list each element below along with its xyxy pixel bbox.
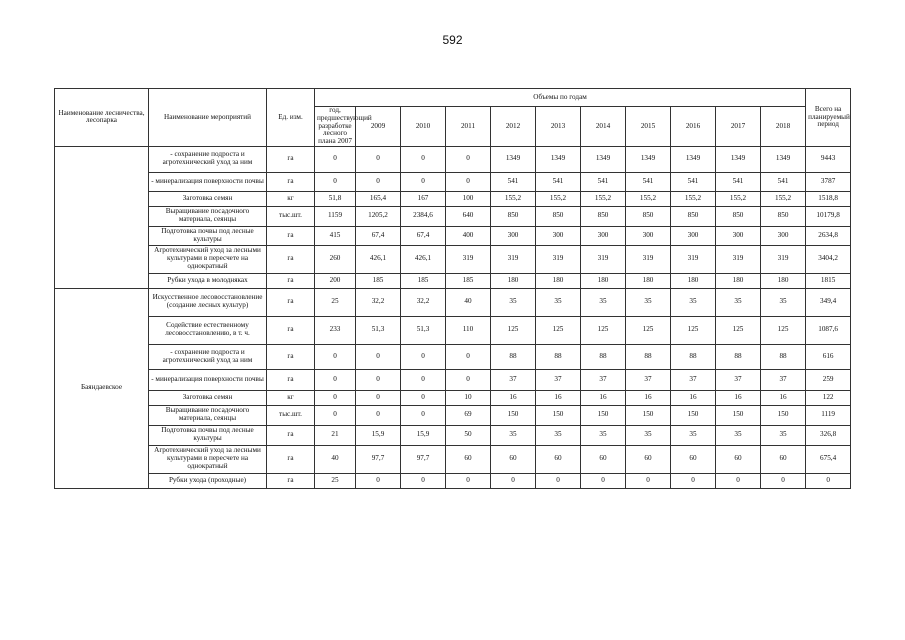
header-year: 2018 bbox=[761, 107, 806, 147]
year-value-cell: 0 bbox=[401, 369, 446, 390]
year-value-cell: 0 bbox=[401, 405, 446, 425]
total-cell: 1119 bbox=[806, 405, 851, 425]
prev-year-cell: 0 bbox=[315, 146, 356, 172]
year-value-cell: 150 bbox=[626, 405, 671, 425]
activity-cell: Заготовка семян bbox=[149, 191, 267, 206]
unit-cell: тыс.шт. bbox=[267, 405, 315, 425]
year-value-cell: 300 bbox=[536, 226, 581, 245]
page-number: 592 bbox=[442, 33, 463, 47]
year-value-cell: 125 bbox=[581, 316, 626, 344]
year-value-cell: 541 bbox=[581, 172, 626, 191]
total-cell: 616 bbox=[806, 344, 851, 369]
forest-activities-table bbox=[54, 88, 851, 489]
year-value-cell: 125 bbox=[761, 316, 806, 344]
year-value-cell: 0 bbox=[761, 473, 806, 488]
year-value-cell: 1349 bbox=[626, 146, 671, 172]
header-year: 2009 bbox=[356, 107, 401, 147]
year-value-cell: 88 bbox=[761, 344, 806, 369]
year-value-cell: 0 bbox=[356, 146, 401, 172]
activity-cell: Агротехнический уход за лесными культурами в пересчете на однократный bbox=[149, 445, 267, 473]
year-value-cell: 37 bbox=[536, 369, 581, 390]
prev-year-cell: 21 bbox=[315, 425, 356, 445]
year-value-cell: 60 bbox=[626, 445, 671, 473]
unit-cell: га bbox=[267, 245, 315, 273]
year-value-cell: 150 bbox=[716, 405, 761, 425]
year-value-cell: 300 bbox=[626, 226, 671, 245]
unit-cell: га bbox=[267, 425, 315, 445]
unit-cell: кг bbox=[267, 390, 315, 405]
year-value-cell: 35 bbox=[626, 425, 671, 445]
year-value-cell: 0 bbox=[671, 473, 716, 488]
table-row bbox=[55, 206, 851, 226]
total-cell: 122 bbox=[806, 390, 851, 405]
year-value-cell: 541 bbox=[536, 172, 581, 191]
year-value-cell: 0 bbox=[401, 172, 446, 191]
table-row bbox=[55, 344, 851, 369]
year-value-cell: 125 bbox=[671, 316, 716, 344]
table-row bbox=[55, 288, 851, 316]
year-value-cell: 850 bbox=[581, 206, 626, 226]
year-value-cell: 180 bbox=[581, 273, 626, 288]
year-value-cell: 35 bbox=[761, 288, 806, 316]
prev-year-cell: 260 bbox=[315, 245, 356, 273]
unit-cell: га bbox=[267, 226, 315, 245]
prev-year-cell: 0 bbox=[315, 369, 356, 390]
activity-cell: Выращивание посадочного материала, сеянцы bbox=[149, 405, 267, 425]
year-value-cell: 185 bbox=[401, 273, 446, 288]
year-value-cell: 1349 bbox=[671, 146, 716, 172]
year-value-cell: 0 bbox=[446, 146, 491, 172]
activity-cell: Рубки ухода в молодняках bbox=[149, 273, 267, 288]
year-value-cell: 1349 bbox=[716, 146, 761, 172]
year-value-cell: 0 bbox=[626, 473, 671, 488]
year-value-cell: 850 bbox=[491, 206, 536, 226]
year-value-cell: 155,2 bbox=[671, 191, 716, 206]
year-value-cell: 0 bbox=[446, 473, 491, 488]
year-value-cell: 2384,6 bbox=[401, 206, 446, 226]
year-value-cell: 180 bbox=[626, 273, 671, 288]
prev-year-cell: 25 bbox=[315, 288, 356, 316]
year-value-cell: 850 bbox=[761, 206, 806, 226]
table-row bbox=[55, 405, 851, 425]
prev-year-cell: 0 bbox=[315, 344, 356, 369]
activity-cell: Искусственное лесовосстановление (создание лесных культур) bbox=[149, 288, 267, 316]
year-value-cell: 150 bbox=[761, 405, 806, 425]
year-value-cell: 850 bbox=[626, 206, 671, 226]
table-row bbox=[55, 191, 851, 206]
total-cell: 1518,8 bbox=[806, 191, 851, 206]
table-row bbox=[55, 146, 851, 172]
header-forestry: Наименование лесничества, лесопарка bbox=[55, 89, 149, 147]
unit-cell: га bbox=[267, 316, 315, 344]
year-value-cell: 35 bbox=[491, 425, 536, 445]
forestry-name-cell: Баяндаевское bbox=[55, 288, 149, 488]
year-value-cell: 60 bbox=[536, 445, 581, 473]
year-value-cell: 185 bbox=[446, 273, 491, 288]
year-value-cell: 541 bbox=[761, 172, 806, 191]
year-value-cell: 319 bbox=[491, 245, 536, 273]
table-row bbox=[55, 369, 851, 390]
unit-cell: га bbox=[267, 445, 315, 473]
year-value-cell: 35 bbox=[671, 425, 716, 445]
year-value-cell: 850 bbox=[671, 206, 716, 226]
year-value-cell: 88 bbox=[491, 344, 536, 369]
year-value-cell: 541 bbox=[716, 172, 761, 191]
prev-year-cell: 1159 bbox=[315, 206, 356, 226]
year-value-cell: 16 bbox=[491, 390, 536, 405]
year-value-cell: 0 bbox=[356, 473, 401, 488]
year-value-cell: 15,9 bbox=[356, 425, 401, 445]
year-value-cell: 37 bbox=[491, 369, 536, 390]
year-value-cell: 0 bbox=[401, 146, 446, 172]
year-value-cell: 60 bbox=[581, 445, 626, 473]
year-value-cell: 167 bbox=[401, 191, 446, 206]
year-value-cell: 67,4 bbox=[401, 226, 446, 245]
year-value-cell: 35 bbox=[626, 288, 671, 316]
year-value-cell: 35 bbox=[491, 288, 536, 316]
activity-cell: - минерализация поверхности почвы bbox=[149, 172, 267, 191]
table-row bbox=[55, 425, 851, 445]
unit-cell: га bbox=[267, 369, 315, 390]
year-value-cell: 0 bbox=[446, 344, 491, 369]
activity-cell: - сохранение подроста и агротехнический уход за ним bbox=[149, 146, 267, 172]
year-value-cell: 185 bbox=[356, 273, 401, 288]
year-value-cell: 10 bbox=[446, 390, 491, 405]
year-value-cell: 850 bbox=[536, 206, 581, 226]
year-value-cell: 88 bbox=[536, 344, 581, 369]
year-value-cell: 67,4 bbox=[356, 226, 401, 245]
year-value-cell: 37 bbox=[761, 369, 806, 390]
activity-cell: - сохранение подроста и агротехнический уход за ним bbox=[149, 344, 267, 369]
year-value-cell: 32,2 bbox=[356, 288, 401, 316]
year-value-cell: 60 bbox=[671, 445, 716, 473]
total-cell: 9443 bbox=[806, 146, 851, 172]
year-value-cell: 51,3 bbox=[401, 316, 446, 344]
activity-cell: Содействие естественному лесовосстановлению, в т. ч. bbox=[149, 316, 267, 344]
year-value-cell: 60 bbox=[491, 445, 536, 473]
header-year: 2013 bbox=[536, 107, 581, 147]
year-value-cell: 16 bbox=[761, 390, 806, 405]
year-value-cell: 155,2 bbox=[536, 191, 581, 206]
total-cell: 1087,6 bbox=[806, 316, 851, 344]
total-cell: 0 bbox=[806, 473, 851, 488]
year-value-cell: 640 bbox=[446, 206, 491, 226]
header-year: 2012 bbox=[491, 107, 536, 147]
table-row bbox=[55, 445, 851, 473]
year-value-cell: 100 bbox=[446, 191, 491, 206]
table-header bbox=[55, 89, 851, 147]
year-value-cell: 541 bbox=[491, 172, 536, 191]
unit-cell: га bbox=[267, 473, 315, 488]
year-value-cell: 0 bbox=[356, 390, 401, 405]
year-value-cell: 150 bbox=[536, 405, 581, 425]
year-value-cell: 180 bbox=[491, 273, 536, 288]
year-value-cell: 0 bbox=[401, 390, 446, 405]
year-value-cell: 319 bbox=[536, 245, 581, 273]
year-value-cell: 150 bbox=[671, 405, 716, 425]
year-value-cell: 15,9 bbox=[401, 425, 446, 445]
year-value-cell: 155,2 bbox=[581, 191, 626, 206]
year-value-cell: 35 bbox=[581, 288, 626, 316]
header-total: Всего на планируемый период bbox=[806, 89, 851, 147]
year-value-cell: 155,2 bbox=[716, 191, 761, 206]
year-value-cell: 50 bbox=[446, 425, 491, 445]
year-value-cell: 35 bbox=[716, 288, 761, 316]
year-value-cell: 165,4 bbox=[356, 191, 401, 206]
unit-cell: кг bbox=[267, 191, 315, 206]
year-value-cell: 125 bbox=[626, 316, 671, 344]
table-row bbox=[55, 172, 851, 191]
year-value-cell: 37 bbox=[626, 369, 671, 390]
year-value-cell: 97,7 bbox=[356, 445, 401, 473]
prev-year-cell: 25 bbox=[315, 473, 356, 488]
year-value-cell: 0 bbox=[356, 344, 401, 369]
header-unit: Ед. изм. bbox=[267, 89, 315, 147]
year-value-cell: 180 bbox=[671, 273, 716, 288]
year-value-cell: 319 bbox=[581, 245, 626, 273]
year-value-cell: 426,1 bbox=[356, 245, 401, 273]
year-value-cell: 319 bbox=[671, 245, 716, 273]
year-value-cell: 319 bbox=[626, 245, 671, 273]
year-value-cell: 35 bbox=[536, 425, 581, 445]
table-row bbox=[55, 245, 851, 273]
prev-year-cell: 51,8 bbox=[315, 191, 356, 206]
header-year: 2010 bbox=[401, 107, 446, 147]
year-value-cell: 150 bbox=[491, 405, 536, 425]
year-value-cell: 88 bbox=[671, 344, 716, 369]
activity-cell: - минерализация поверхности почвы bbox=[149, 369, 267, 390]
year-value-cell: 16 bbox=[671, 390, 716, 405]
prev-year-cell: 0 bbox=[315, 172, 356, 191]
unit-cell: га bbox=[267, 146, 315, 172]
table-row bbox=[55, 273, 851, 288]
year-value-cell: 0 bbox=[356, 405, 401, 425]
total-cell: 675,4 bbox=[806, 445, 851, 473]
year-value-cell: 319 bbox=[761, 245, 806, 273]
activity-cell: Заготовка семян bbox=[149, 390, 267, 405]
year-value-cell: 300 bbox=[671, 226, 716, 245]
year-value-cell: 426,1 bbox=[401, 245, 446, 273]
year-value-cell: 300 bbox=[491, 226, 536, 245]
year-value-cell: 125 bbox=[536, 316, 581, 344]
year-value-cell: 0 bbox=[401, 473, 446, 488]
year-value-cell: 319 bbox=[446, 245, 491, 273]
year-value-cell: 1349 bbox=[761, 146, 806, 172]
year-value-cell: 35 bbox=[716, 425, 761, 445]
year-value-cell: 300 bbox=[761, 226, 806, 245]
header-year: 2014 bbox=[581, 107, 626, 147]
year-value-cell: 16 bbox=[536, 390, 581, 405]
year-value-cell: 300 bbox=[716, 226, 761, 245]
year-value-cell: 16 bbox=[716, 390, 761, 405]
activity-cell: Рубки ухода (проходные) bbox=[149, 473, 267, 488]
unit-cell: тыс.шт. bbox=[267, 206, 315, 226]
unit-cell: га bbox=[267, 344, 315, 369]
year-value-cell: 850 bbox=[716, 206, 761, 226]
year-value-cell: 0 bbox=[716, 473, 761, 488]
year-value-cell: 541 bbox=[626, 172, 671, 191]
total-cell: 10179,8 bbox=[806, 206, 851, 226]
prev-year-cell: 233 bbox=[315, 316, 356, 344]
table-row bbox=[55, 226, 851, 245]
year-value-cell: 60 bbox=[446, 445, 491, 473]
year-value-cell: 1205,2 bbox=[356, 206, 401, 226]
year-value-cell: 319 bbox=[716, 245, 761, 273]
year-value-cell: 400 bbox=[446, 226, 491, 245]
year-value-cell: 0 bbox=[491, 473, 536, 488]
total-cell: 326,8 bbox=[806, 425, 851, 445]
total-cell: 3787 bbox=[806, 172, 851, 191]
year-value-cell: 300 bbox=[581, 226, 626, 245]
year-value-cell: 110 bbox=[446, 316, 491, 344]
year-value-cell: 32,2 bbox=[401, 288, 446, 316]
year-value-cell: 88 bbox=[626, 344, 671, 369]
year-value-cell: 88 bbox=[716, 344, 761, 369]
table-body bbox=[55, 146, 851, 488]
year-value-cell: 0 bbox=[536, 473, 581, 488]
year-value-cell: 97,7 bbox=[401, 445, 446, 473]
year-value-cell: 1349 bbox=[491, 146, 536, 172]
year-value-cell: 37 bbox=[716, 369, 761, 390]
table-row bbox=[55, 390, 851, 405]
prev-year-cell: 200 bbox=[315, 273, 356, 288]
year-value-cell: 37 bbox=[581, 369, 626, 390]
year-value-cell: 180 bbox=[716, 273, 761, 288]
year-value-cell: 155,2 bbox=[491, 191, 536, 206]
year-value-cell: 35 bbox=[581, 425, 626, 445]
year-value-cell: 69 bbox=[446, 405, 491, 425]
header-prev-year: год, предшествующий разработке лесного плана 2007 bbox=[315, 107, 356, 147]
total-cell: 1815 bbox=[806, 273, 851, 288]
year-value-cell: 35 bbox=[761, 425, 806, 445]
total-cell: 349,4 bbox=[806, 288, 851, 316]
year-value-cell: 125 bbox=[491, 316, 536, 344]
year-value-cell: 180 bbox=[536, 273, 581, 288]
unit-cell: га bbox=[267, 172, 315, 191]
year-value-cell: 1349 bbox=[536, 146, 581, 172]
prev-year-cell: 415 bbox=[315, 226, 356, 245]
year-value-cell: 125 bbox=[716, 316, 761, 344]
prev-year-cell: 40 bbox=[315, 445, 356, 473]
table-row bbox=[55, 473, 851, 488]
year-value-cell: 88 bbox=[581, 344, 626, 369]
year-value-cell: 60 bbox=[716, 445, 761, 473]
year-value-cell: 0 bbox=[446, 172, 491, 191]
year-value-cell: 37 bbox=[671, 369, 716, 390]
year-value-cell: 35 bbox=[671, 288, 716, 316]
total-cell: 2634,8 bbox=[806, 226, 851, 245]
year-value-cell: 35 bbox=[536, 288, 581, 316]
year-value-cell: 0 bbox=[356, 369, 401, 390]
table-row bbox=[55, 316, 851, 344]
activity-cell: Агротехнический уход за лесными культурами в пересчете на однократный bbox=[149, 245, 267, 273]
activity-cell: Подготовка почвы под лесные культуры bbox=[149, 226, 267, 245]
header-year: 2015 bbox=[626, 107, 671, 147]
year-value-cell: 51,3 bbox=[356, 316, 401, 344]
activity-cell: Подготовка почвы под лесные культуры bbox=[149, 425, 267, 445]
year-value-cell: 180 bbox=[761, 273, 806, 288]
header-year: 2011 bbox=[446, 107, 491, 147]
year-value-cell: 16 bbox=[581, 390, 626, 405]
unit-cell: га bbox=[267, 273, 315, 288]
year-value-cell: 16 bbox=[626, 390, 671, 405]
year-value-cell: 0 bbox=[401, 344, 446, 369]
year-value-cell: 1349 bbox=[581, 146, 626, 172]
header-activity: Наименование мероприятий bbox=[149, 89, 267, 147]
year-value-cell: 0 bbox=[446, 369, 491, 390]
year-value-cell: 155,2 bbox=[761, 191, 806, 206]
prev-year-cell: 0 bbox=[315, 390, 356, 405]
year-value-cell: 0 bbox=[581, 473, 626, 488]
year-value-cell: 541 bbox=[671, 172, 716, 191]
total-cell: 259 bbox=[806, 369, 851, 390]
year-value-cell: 0 bbox=[356, 172, 401, 191]
unit-cell: га bbox=[267, 288, 315, 316]
year-value-cell: 40 bbox=[446, 288, 491, 316]
header-year: 2017 bbox=[716, 107, 761, 147]
year-value-cell: 150 bbox=[581, 405, 626, 425]
forestry-name-cell bbox=[55, 146, 149, 288]
year-value-cell: 60 bbox=[761, 445, 806, 473]
prev-year-cell: 0 bbox=[315, 405, 356, 425]
header-year: 2016 bbox=[671, 107, 716, 147]
header-volumes-by-year: Объемы по годам bbox=[315, 89, 806, 107]
total-cell: 3404,2 bbox=[806, 245, 851, 273]
year-value-cell: 155,2 bbox=[626, 191, 671, 206]
activity-cell: Выращивание посадочного материала, сеянцы bbox=[149, 206, 267, 226]
